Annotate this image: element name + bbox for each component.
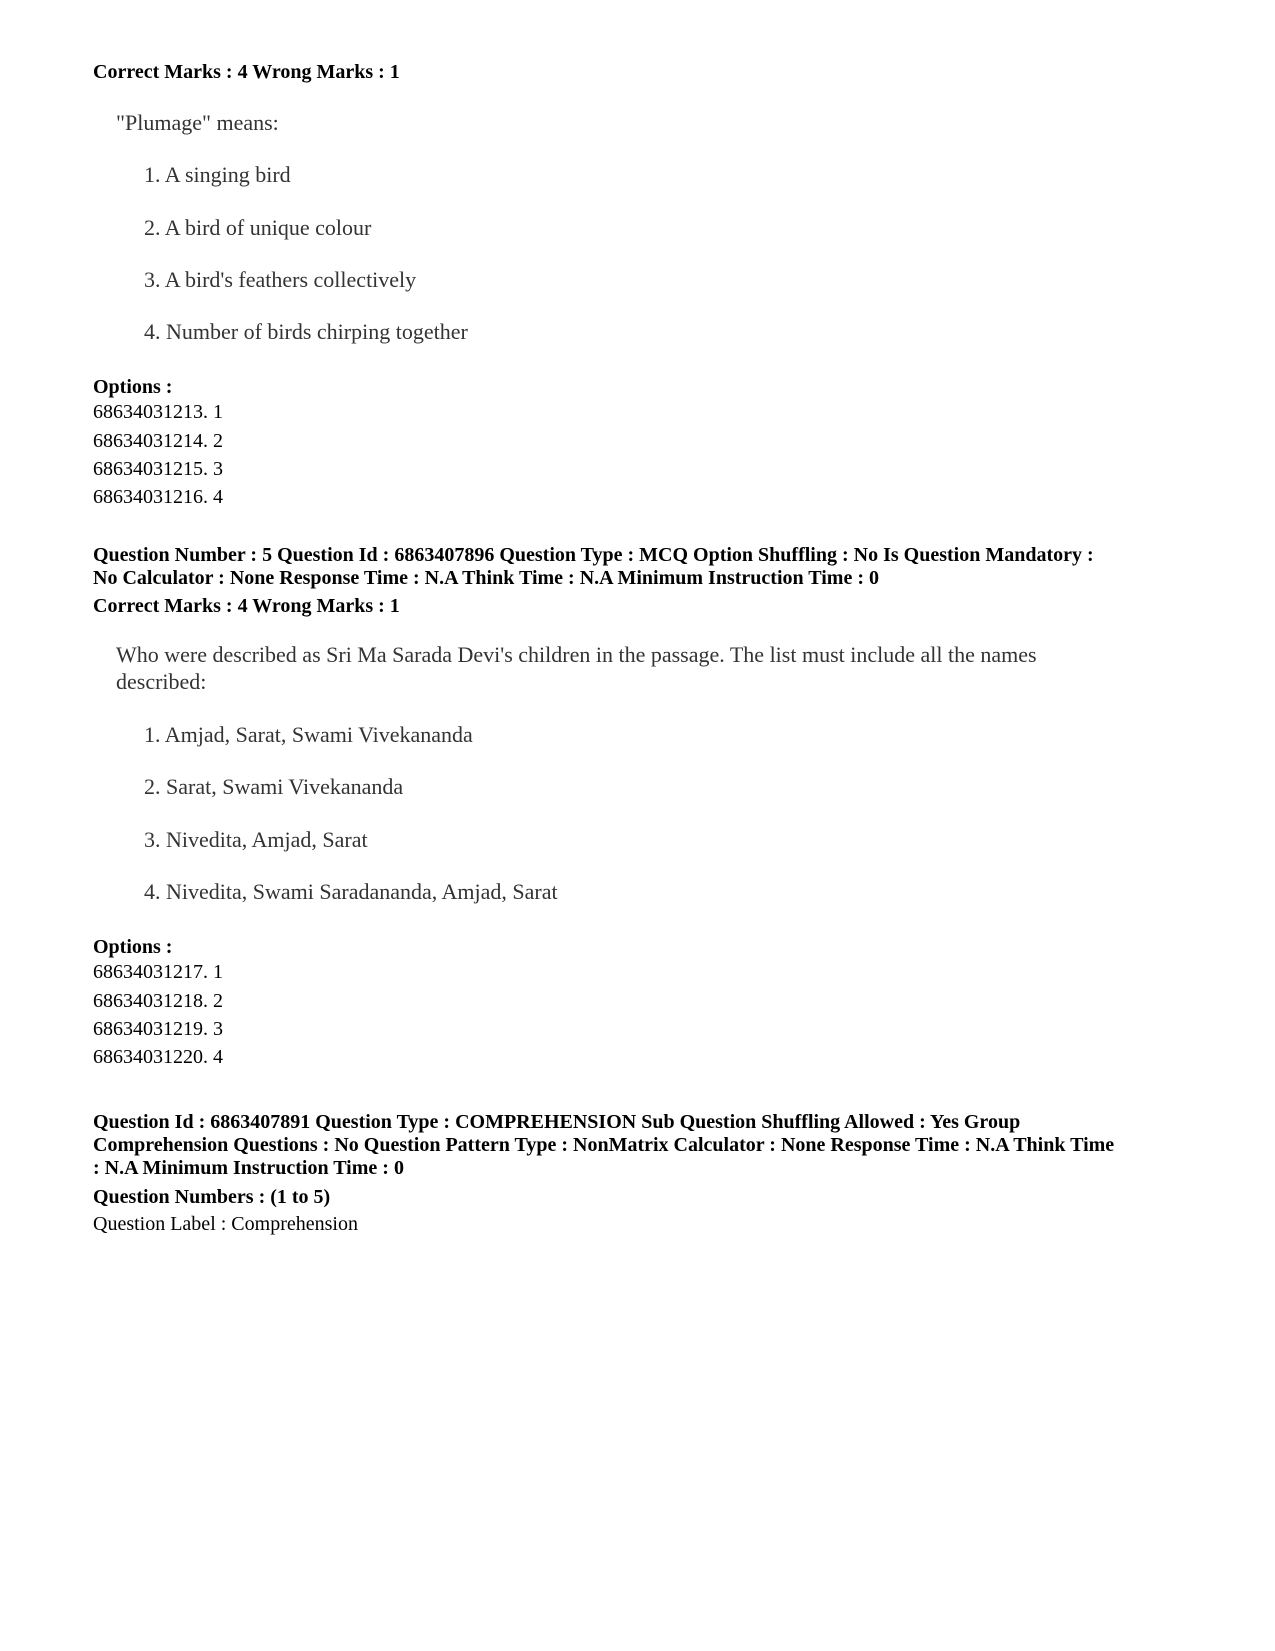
- question-stem: "Plumage" means:: [116, 110, 279, 135]
- choice-item: 1. A singing bird: [144, 162, 291, 187]
- stem-line: Who were described as Sri Ma Sarada Devi's children in the passage. The list must include all the names: [116, 642, 1037, 667]
- option-item: 68634031217. 1: [93, 961, 223, 983]
- options-label: Options :: [93, 936, 173, 958]
- question-meta: No Calculator : None Response Time : N.A Think Time : N.A Minimum Instruction Time : 0: [93, 567, 879, 589]
- choice-item: 2. Sarat, Swami Vivekananda: [144, 774, 404, 799]
- marks-line: Correct Marks : 4 Wrong Marks : 1: [93, 61, 400, 83]
- option-item: 68634031220. 4: [93, 1046, 223, 1068]
- option-item: 68634031214. 2: [93, 430, 223, 452]
- option-item: 68634031215. 3: [93, 458, 223, 480]
- marks-line: Correct Marks : 4 Wrong Marks : 1: [93, 595, 400, 617]
- option-item: 68634031218. 2: [93, 990, 223, 1012]
- choice-item: 3. Nivedita, Amjad, Sarat: [144, 827, 368, 852]
- choice-item: 1. Amjad, Sarat, Swami Vivekananda: [144, 722, 473, 747]
- question-stem: [116, 641, 1116, 695]
- choice-item: 2. A bird of unique colour: [144, 215, 372, 240]
- question-meta: Question Id : 6863407891 Question Type : COMPREHENSION Sub Question Shuffling Allowed : Yes Group: [93, 1111, 1021, 1133]
- option-item: 68634031213. 1: [93, 401, 223, 423]
- options-label: Options :: [93, 376, 173, 398]
- option-item: 68634031219. 3: [93, 1018, 223, 1040]
- question-numbers: Question Numbers : (1 to 5): [93, 1186, 331, 1208]
- choice-item: 4. Number of birds chirping together: [144, 319, 468, 344]
- question-label: Question Label : Comprehension: [93, 1213, 358, 1235]
- choice-item: 4. Nivedita, Swami Saradananda, Amjad, Sarat: [144, 879, 558, 904]
- stem-line: described:: [116, 669, 207, 694]
- question-meta: : N.A Minimum Instruction Time : 0: [93, 1157, 404, 1179]
- option-item: 68634031216. 4: [93, 486, 223, 508]
- question-meta: Question Number : 5 Question Id : 6863407896 Question Type : MCQ Option Shuffling : No Is Question Mandatory :: [93, 544, 1094, 566]
- question-meta: Comprehension Questions : No Question Pattern Type : NonMatrix Calculator : None Response Time : N.A Think Time: [93, 1134, 1115, 1156]
- choice-item: 3. A bird's feathers collectively: [144, 267, 417, 292]
